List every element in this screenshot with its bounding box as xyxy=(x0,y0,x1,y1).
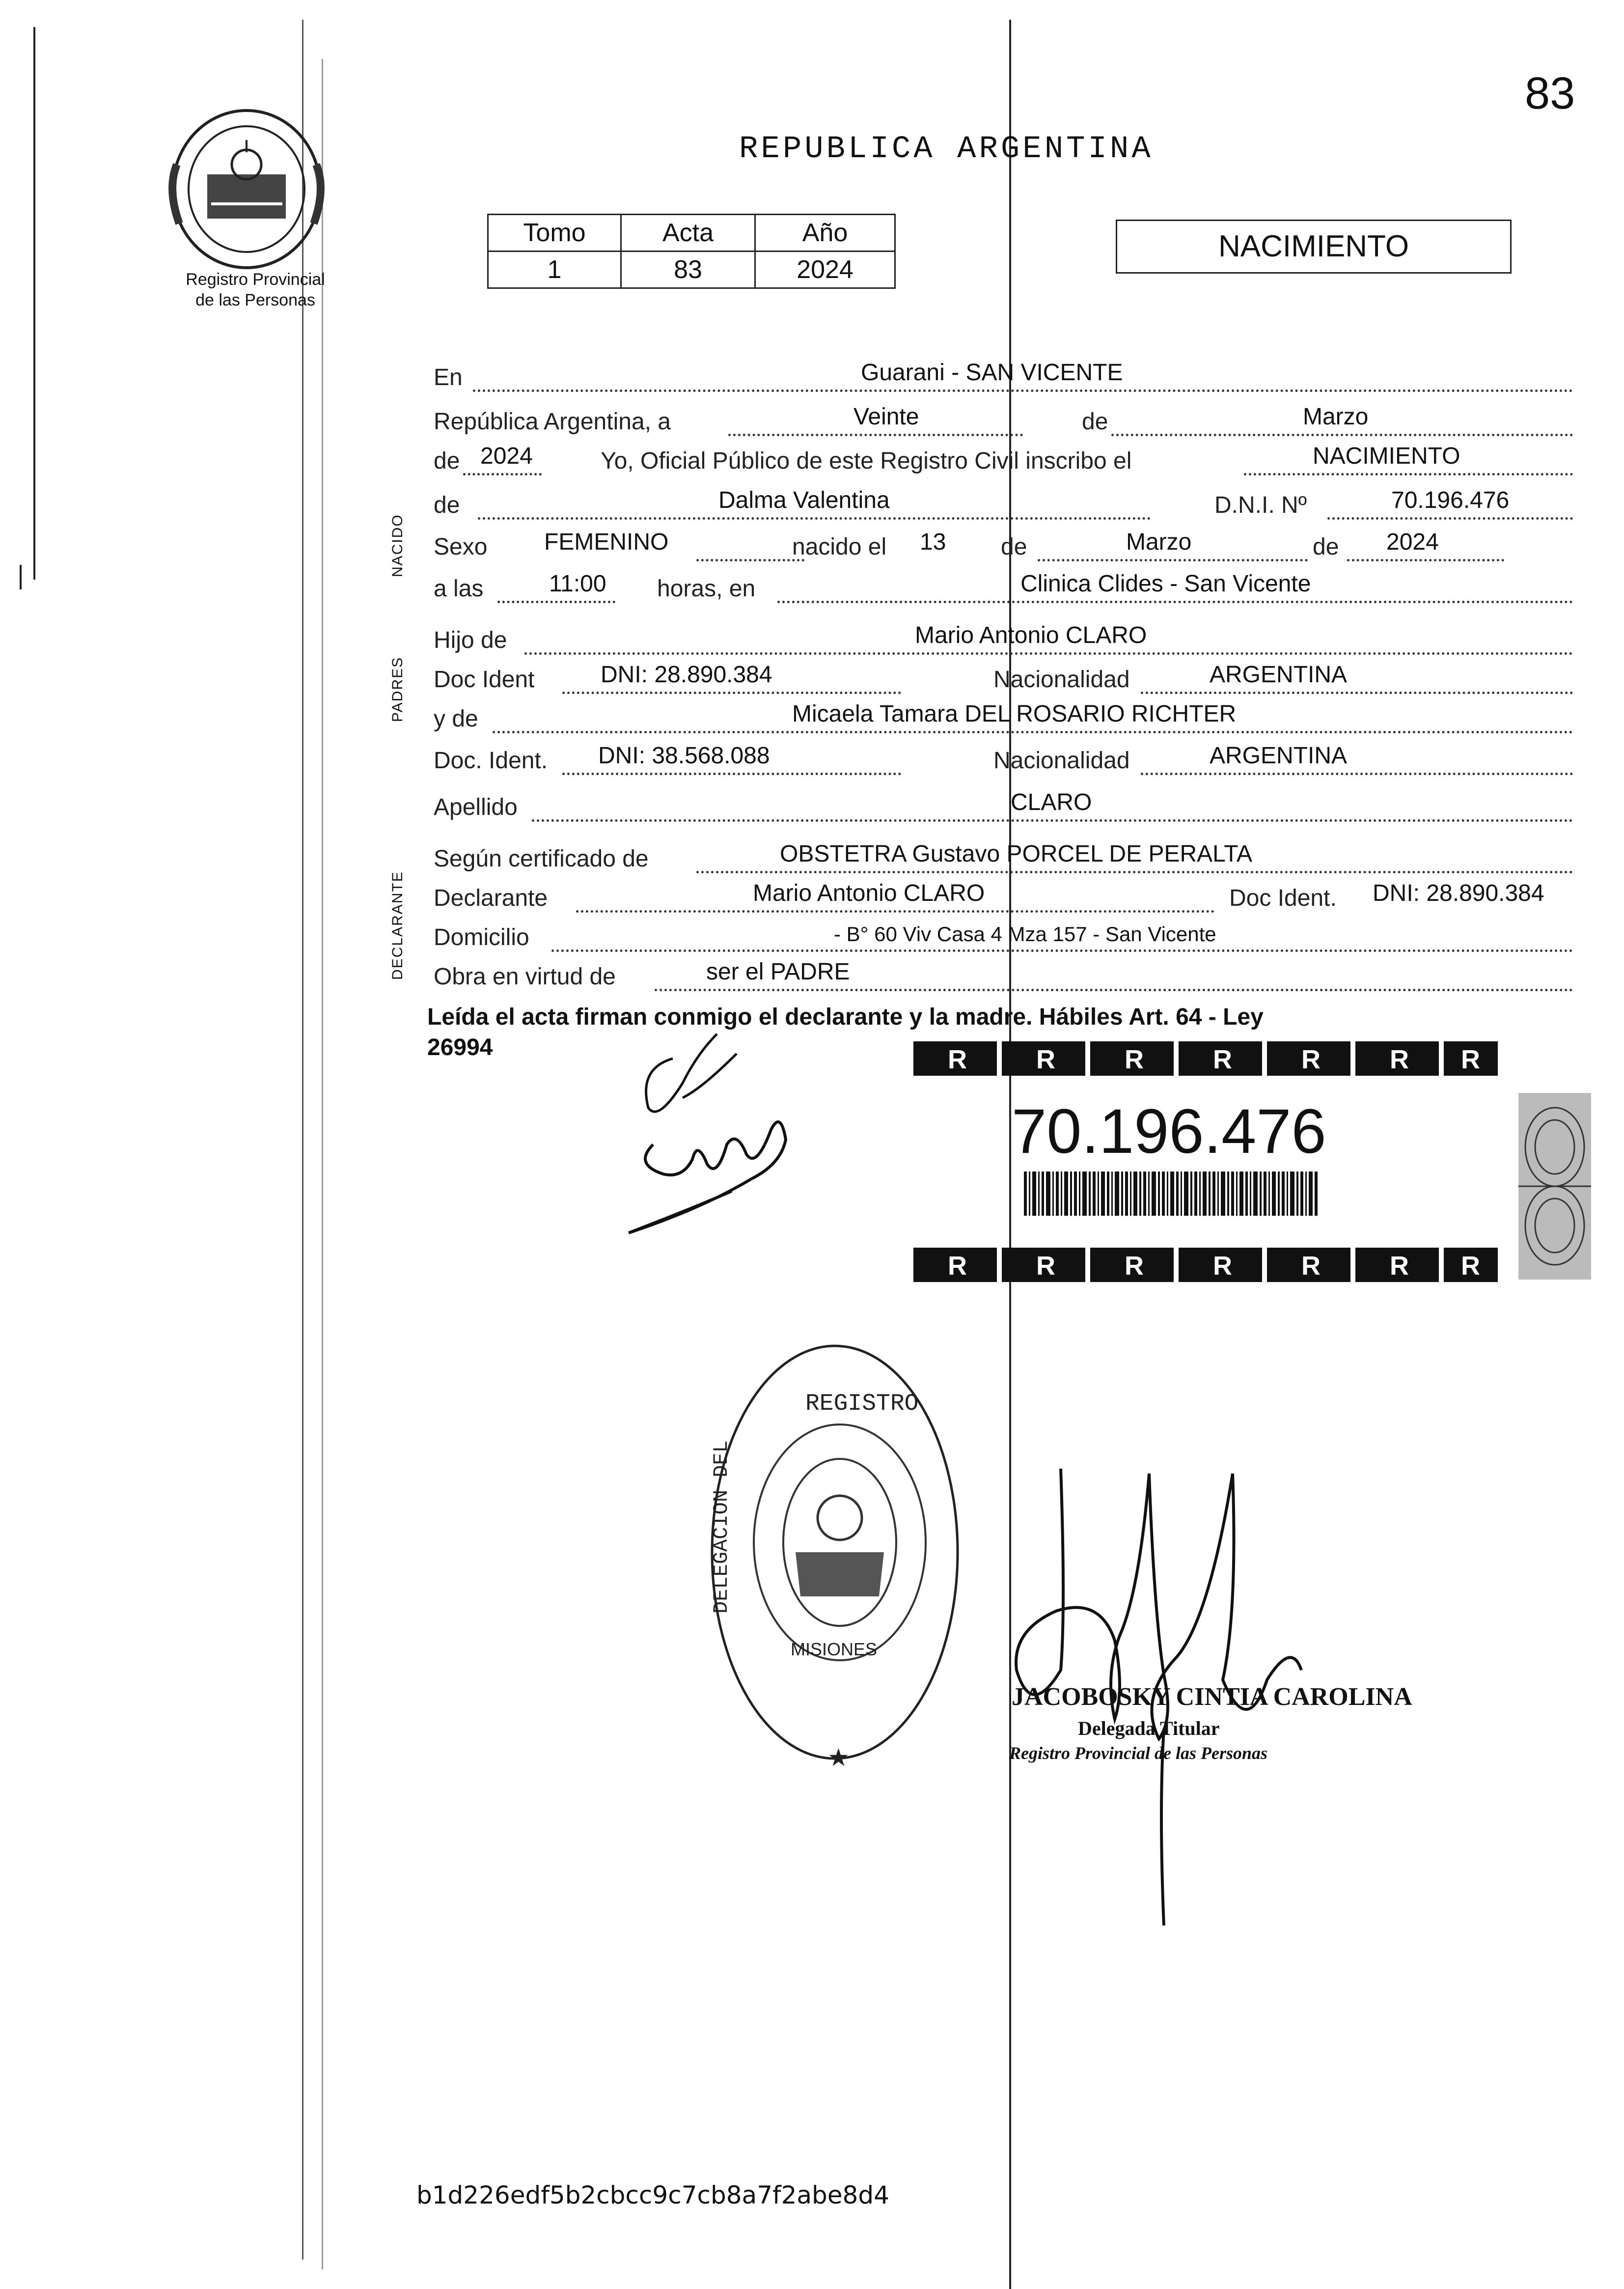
page-number: 83 xyxy=(1525,68,1575,118)
row-apellido xyxy=(434,788,1578,824)
table-header-tomo: Tomo xyxy=(488,215,621,251)
value-hora: 11:00 xyxy=(549,571,606,597)
table-header-anio: Año xyxy=(755,215,895,251)
side-label-padres: PADRES xyxy=(389,656,406,722)
row-domicilio xyxy=(434,919,1578,954)
label-doc: Doc Ident xyxy=(434,667,535,693)
svg-text:REGISTRO: REGISTRO xyxy=(805,1391,919,1417)
svg-text:R: R xyxy=(1461,1045,1480,1074)
value-nac-mes: Marzo xyxy=(1126,529,1192,555)
value-declarante: Mario Antonio CLARO xyxy=(753,880,985,906)
row-certificado xyxy=(434,840,1578,875)
book-table xyxy=(487,214,896,289)
svg-text:R: R xyxy=(1036,1251,1055,1281)
record-type-box: NACIMIENTO xyxy=(1116,220,1512,274)
label-en: En xyxy=(434,364,463,391)
label-nacionalidad2: Nacionalidad xyxy=(993,748,1130,774)
registry-label-line2: de las Personas xyxy=(195,291,315,309)
row-nombre xyxy=(434,486,1578,522)
value-madre: Micaela Tamara DEL ROSARIO RICHTER xyxy=(792,701,1237,727)
left-margin-line xyxy=(33,27,35,580)
hologram-icon xyxy=(1518,1093,1591,1280)
value-tipo: NACIMIENTO xyxy=(1313,443,1460,469)
binding-line-2 xyxy=(322,59,323,2269)
row-sexo xyxy=(434,528,1578,563)
row-madre-doc xyxy=(434,742,1578,777)
row-oficial xyxy=(434,442,1578,477)
table-value-tomo: 1 xyxy=(488,251,621,288)
label-doc3: Doc Ident. xyxy=(1229,885,1337,911)
label-republica: República Argentina, a xyxy=(434,409,671,435)
svg-text:R: R xyxy=(948,1251,967,1281)
label-obra: Obra en virtud de xyxy=(434,964,616,990)
label-doc2: Doc. Ident. xyxy=(434,748,548,774)
value-dia-texto: Veinte xyxy=(853,404,919,430)
label-a-las: a las xyxy=(434,576,484,602)
label-de2: de xyxy=(434,448,460,474)
value-obra: ser el PADRE xyxy=(706,959,850,985)
svg-text:R: R xyxy=(1390,1045,1409,1074)
value-madre-dni: DNI: 38.568.088 xyxy=(598,743,770,769)
value-anio: 2024 xyxy=(480,443,533,469)
svg-text:MISIONES: MISIONES xyxy=(791,1639,878,1659)
official-org: Registro Provincial de las Personas xyxy=(1009,1743,1268,1763)
row-en xyxy=(434,359,1578,394)
label-declarante: Declarante xyxy=(434,885,548,911)
label-domicilio: Domicilio xyxy=(434,924,529,950)
value-mes: Marzo xyxy=(1303,404,1369,430)
svg-text:R: R xyxy=(1461,1251,1480,1281)
value-padre-dni: DNI: 28.890.384 xyxy=(601,662,772,688)
table-header-acta: Acta xyxy=(621,215,755,251)
svg-text:R: R xyxy=(1213,1251,1232,1281)
label-apellido: Apellido xyxy=(434,794,518,820)
delegation-round-stamp xyxy=(697,1341,972,1783)
value-domicilio: - B° 60 Viv Casa 4 Mza 157 - San Vicente xyxy=(834,922,1216,946)
svg-text:R: R xyxy=(1301,1251,1321,1281)
row-obra xyxy=(434,958,1578,993)
label-de5: de xyxy=(1313,534,1339,560)
label-nacionalidad: Nacionalidad xyxy=(993,667,1130,693)
svg-text:R: R xyxy=(1301,1045,1321,1074)
closing-line1: Leída el acta firman conmigo el declarante y la madre. Hábiles Art. 64 - Ley xyxy=(427,1004,1264,1030)
value-madre-nac: ARGENTINA xyxy=(1210,743,1348,769)
stamp-dni-number: 70.196.476 xyxy=(1012,1096,1326,1167)
label-de4: de xyxy=(1001,534,1027,560)
row-madre xyxy=(434,700,1578,735)
row-republica xyxy=(434,403,1578,438)
label-hijo: Hijo de xyxy=(434,627,507,653)
svg-text:R: R xyxy=(1390,1251,1409,1281)
value-apellido: CLARO xyxy=(1011,789,1092,815)
closing-line2: 26994 xyxy=(427,1034,493,1061)
svg-text:R: R xyxy=(1213,1045,1232,1074)
row-hora xyxy=(434,570,1578,605)
svg-text:DELEGACION DEL: DELEGACION DEL xyxy=(710,1440,733,1614)
value-nac-anio: 2024 xyxy=(1386,529,1439,555)
binding-line xyxy=(302,20,303,2260)
registry-label-line1: Registro Provincial xyxy=(186,270,325,289)
document-hash: b1d226edf5b2cbcc9c7cb8a7f2abe8d4 xyxy=(416,2181,889,2209)
svg-text:★: ★ xyxy=(827,1744,850,1771)
table-value-acta: 83 xyxy=(621,251,755,288)
row-declarante xyxy=(434,879,1578,915)
label-de3: de xyxy=(434,492,460,518)
official-name: JACOBOSKY CINTIA CAROLINA xyxy=(1012,1683,1412,1711)
left-margin-mark xyxy=(20,565,22,589)
label-oficial: Yo, Oficial Público de este Registro Civil inscribo el xyxy=(601,448,1132,474)
label-nacido: nacido el xyxy=(792,534,887,560)
svg-text:R: R xyxy=(1036,1045,1055,1074)
label-sexo: Sexo xyxy=(434,534,488,560)
value-dni: 70.196.476 xyxy=(1391,487,1510,513)
provincial-seal xyxy=(162,106,331,273)
label-dni: D.N.I. Nº xyxy=(1214,492,1307,518)
svg-text:R: R xyxy=(1125,1045,1144,1074)
signature-declarant xyxy=(624,1100,810,1253)
value-lugar: Guarani - SAN VICENTE xyxy=(861,360,1123,386)
row-padre-doc xyxy=(434,661,1578,696)
value-lugar-nac: Clinica Clides - San Vicente xyxy=(1020,571,1311,597)
official-role: Delegada Titular xyxy=(1078,1717,1220,1739)
value-sexo: FEMENINO xyxy=(544,529,669,555)
document-title: REPUBLICA ARGENTINA xyxy=(739,132,1154,167)
svg-text:R: R xyxy=(1125,1251,1144,1281)
registry-label xyxy=(162,269,349,310)
value-nombre: Dalma Valentina xyxy=(718,487,890,513)
table-value-anio: 2024 xyxy=(755,251,895,288)
label-y-de: y de xyxy=(434,706,478,732)
value-padre-nac: ARGENTINA xyxy=(1210,662,1348,688)
value-certificado: OBSTETRA Gustavo PORCEL DE PERALTA xyxy=(780,841,1253,867)
value-padre: Mario Antonio CLARO xyxy=(915,622,1147,648)
value-nac-dia: 13 xyxy=(920,529,946,555)
side-label-nacido: NACIDO xyxy=(389,514,406,577)
seal-emblem-icon xyxy=(162,106,331,273)
svg-text:R: R xyxy=(948,1045,967,1074)
value-declarante-dni: DNI: 28.890.384 xyxy=(1373,880,1544,906)
label-horas-en: horas, en xyxy=(657,576,756,602)
barcode-icon xyxy=(1024,1172,1319,1216)
label-de: de xyxy=(1082,409,1108,435)
label-certificado: Según certificado de xyxy=(434,846,649,872)
side-label-declarante: DECLARANTE xyxy=(389,871,406,980)
row-hijo xyxy=(434,621,1578,657)
